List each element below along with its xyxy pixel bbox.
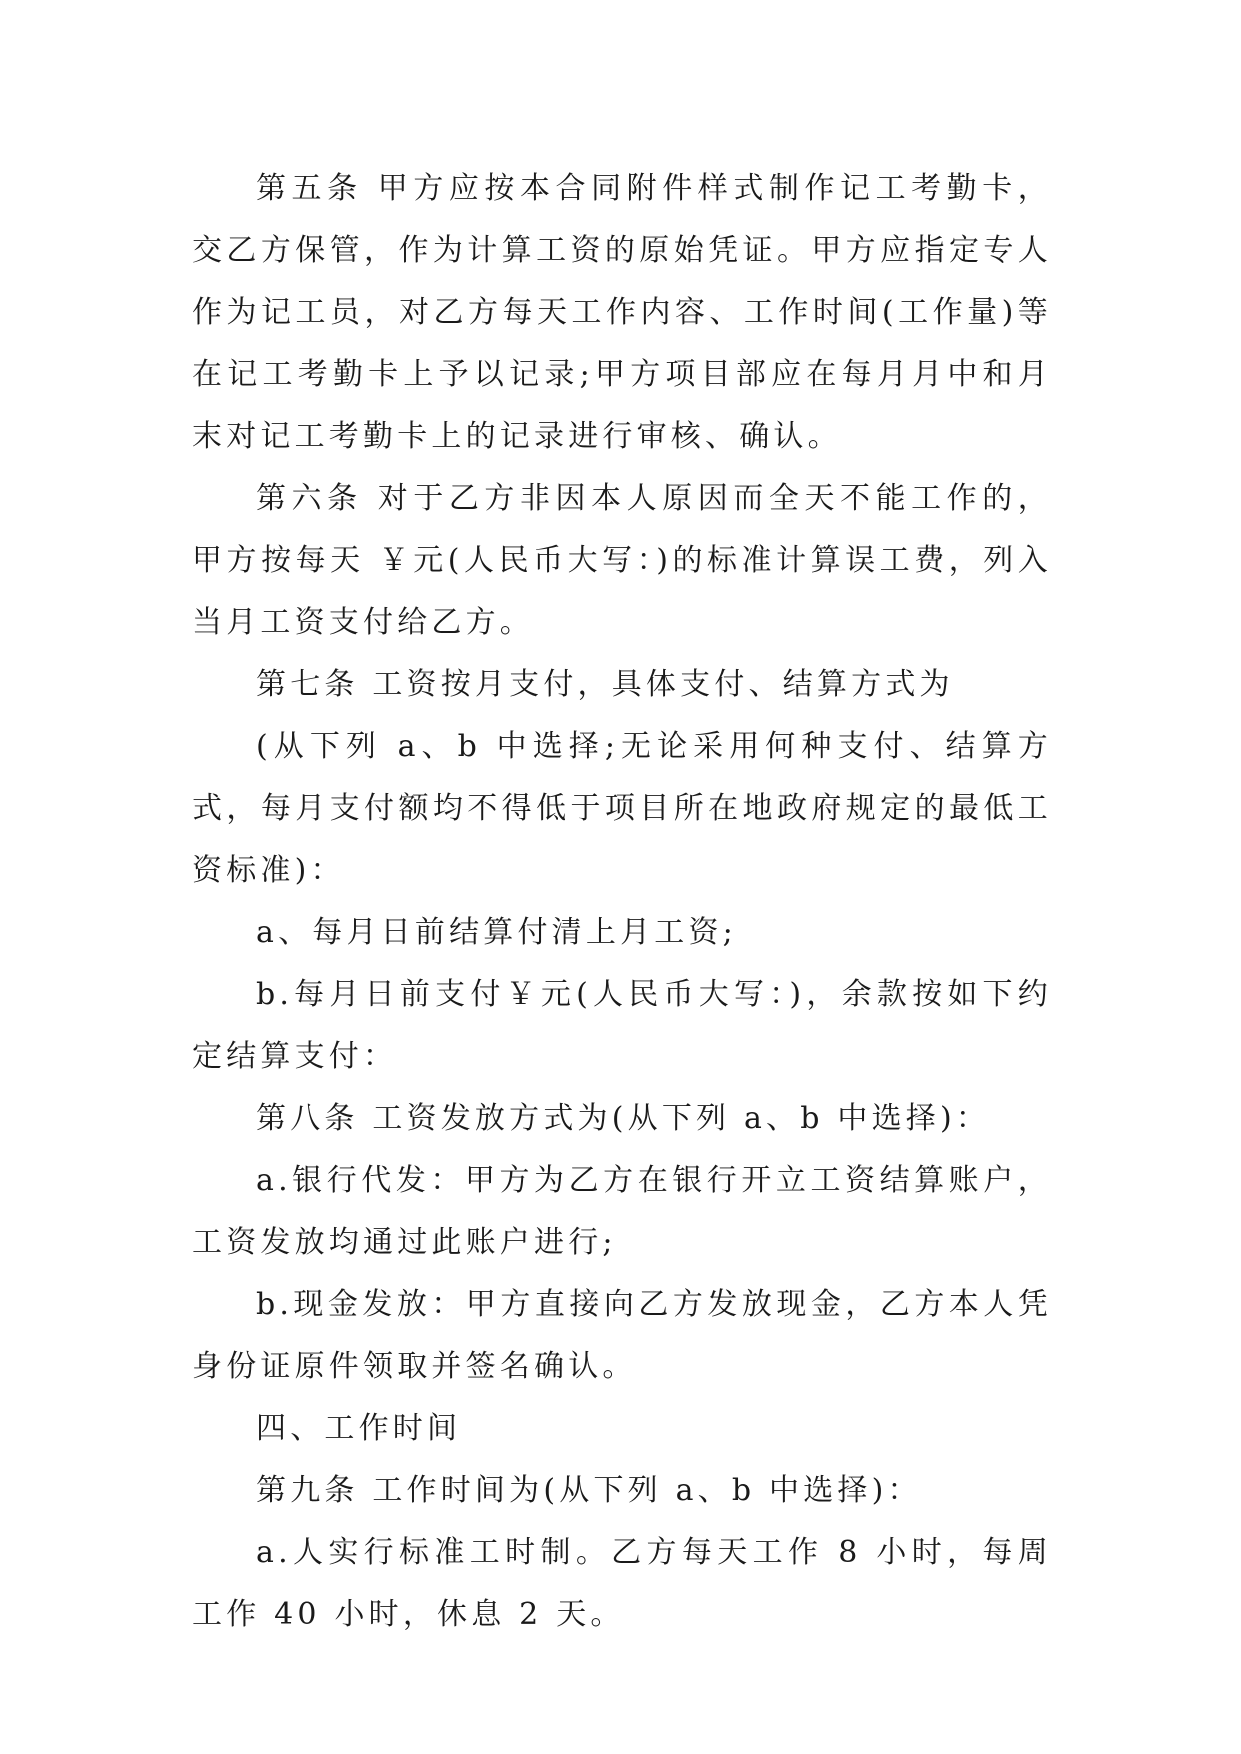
paragraph-article-9-option-a: a.人实行标准工时制。乙方每天工作 8 小时，每周工作 40 小时，休息 2 天。 bbox=[192, 1535, 1052, 1632]
paragraph-article-6: 第六条 对于乙方非因本人原因而全天不能工作的，甲方按每天 ￥元(人民币大写：)的标准计算误工费，列入当月工资支付给乙方。 bbox=[192, 481, 1052, 640]
paragraph-article-5: 第五条 甲方应按本合同附件样式制作记工考勤卡，交乙方保管，作为计算工资的原始凭证。甲方应指定专人作为记工员，对乙方每天工作内容、工作时间(工作量)等在记工考勤卡上予以记录;甲方项目部应在每月月中和月末对记工考勤卡上的记录进行审核、确认。 bbox=[192, 171, 1052, 454]
paragraph-article-7-option-b: b.每月日前支付￥元(人民币大写：)，余款按如下约定结算支付： bbox=[192, 977, 1052, 1074]
paragraph-article-8: 第八条 工资发放方式为(从下列 a、b 中选择)： bbox=[256, 1101, 991, 1136]
section-heading-work-time: 四、工作时间 bbox=[256, 1411, 462, 1446]
document-body bbox=[192, 158, 1052, 1646]
paragraph-article-9: 第九条 工作时间为(从下列 a、b 中选择)： bbox=[256, 1473, 922, 1508]
paragraph-article-8-option-a: a.银行代发：甲方为乙方在银行开立工资结算账户，工资发放均通过此账户进行; bbox=[192, 1163, 1052, 1260]
paragraph-article-8-option-b: b.现金发放：甲方直接向乙方发放现金，乙方本人凭身份证原件领取并签名确认。 bbox=[192, 1287, 1052, 1384]
paragraph-article-7-note: (从下列 a、b 中选择;无论采用何种支付、结算方式，每月支付额均不得低于项目所在地政府规定的最低工资标准)： bbox=[192, 729, 1052, 888]
paragraph-article-7-option-a: a、每月日前结算付清上月工资; bbox=[256, 915, 737, 950]
paragraph-article-7: 第七条 工资按月支付，具体支付、结算方式为 bbox=[256, 667, 954, 702]
